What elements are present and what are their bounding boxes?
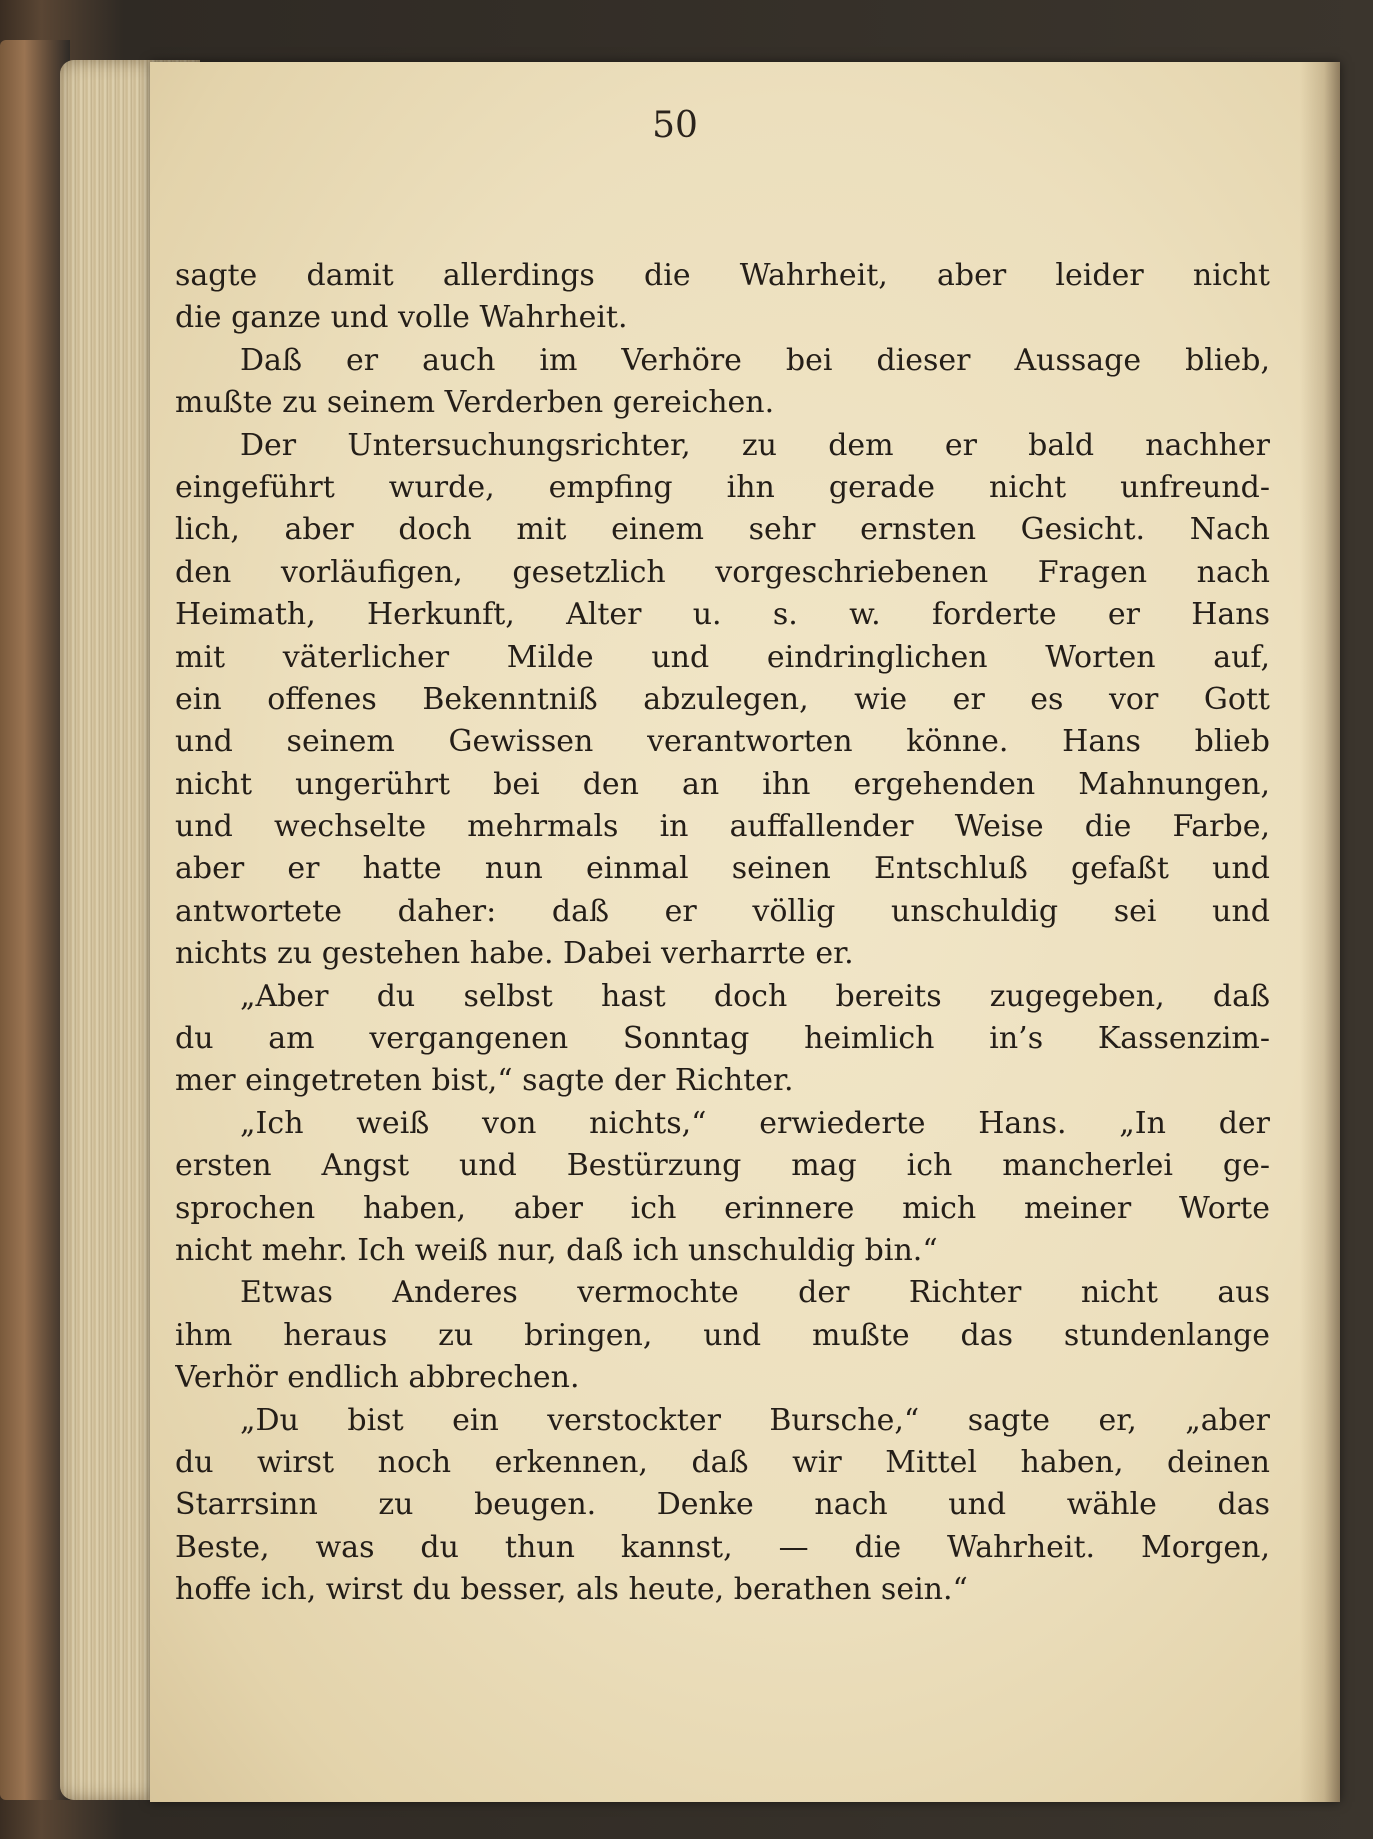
page-text [175,255,1270,1612]
page-gutter-shadow [1300,62,1340,1802]
text-line: „Aber du selbst hast doch bereits zugegeben, daß [240,978,1270,1014]
text-line: hoffe ich, wirst du besser, als heute, berathen sein.“ [175,1572,968,1608]
text-line: Beste, was du thun kannst, — die Wahrheit. Morgen, [175,1529,1270,1565]
text-line: eingeführt wurde, empfing ihn gerade nicht unfreund- [175,469,1270,505]
text-line: den vorläufigen, gesetzlich vorgeschriebenen Fragen nach [175,554,1270,590]
text-line: und wechselte mehrmals in auffallender Weise die Farbe, [175,809,1270,845]
text-line: nichts zu gestehen habe. Dabei verharrte er. [175,936,854,972]
text-line: ein offenes Bekenntniß abzulegen, wie er es vor Gott [175,681,1270,717]
text-line: du am vergangenen Sonntag heimlich in’s Kassenzim- [175,1021,1270,1057]
text-line: lich, aber doch mit einem sehr ernsten Gesicht. Nach [175,512,1270,548]
text-line: ihm heraus zu bringen, und mußte das stundenlange [175,1317,1270,1353]
page-number: 50 [652,105,698,146]
text-line: „Ich weiß von nichts,“ erwiederte Hans. „In der [240,1105,1270,1141]
text-line: Der Untersuchungsrichter, zu dem er bald nachher [240,427,1270,463]
text-line: Etwas Anderes vermochte der Richter nicht aus [240,1275,1270,1311]
text-line: ersten Angst und Bestürzung mag ich mancherlei ge- [175,1148,1270,1184]
text-line: „Du bist ein verstockter Bursche,“ sagte er, „aber [240,1402,1270,1438]
text-line: Starrsinn zu beugen. Denke nach und wähle das [175,1487,1270,1523]
text-line: aber er hatte nun einmal seinen Entschluß gefaßt und [175,851,1270,887]
text-line: mußte zu seinem Verderben gereichen. [175,385,775,421]
text-line: sagte damit allerdings die Wahrheit, aber leider nicht [175,258,1270,293]
text-line: die ganze und volle Wahrheit. [175,300,628,336]
text-line: mit väterlicher Milde und eindringlichen Worten auf, [175,639,1270,675]
text-line: Daß er auch im Verhöre bei dieser Aussage blieb, [240,342,1270,378]
text-line: nicht ungerührt bei den an ihn ergehenden Mahnungen, [175,766,1270,802]
text-line: nicht mehr. Ich weiß nur, daß ich unschuldig bin.“ [175,1232,938,1268]
text-line: du wirst noch erkennen, daß wir Mittel haben, deinen [175,1444,1270,1480]
text-line: Verhör endlich abbrechen. [175,1360,580,1396]
text-line: und seinem Gewissen verantworten könne. Hans blieb [175,724,1270,760]
text-line: sprochen haben, aber ich erinnere mich meiner Worte [175,1190,1270,1226]
text-line: mer eingetreten bist,“ sagte der Richter. [175,1063,794,1099]
text-line: Heimath, Herkunft, Alter u. s. w. forderte er Hans [175,597,1270,633]
text-line: antwortete daher: daß er völlig unschuldig sei und [175,893,1270,929]
